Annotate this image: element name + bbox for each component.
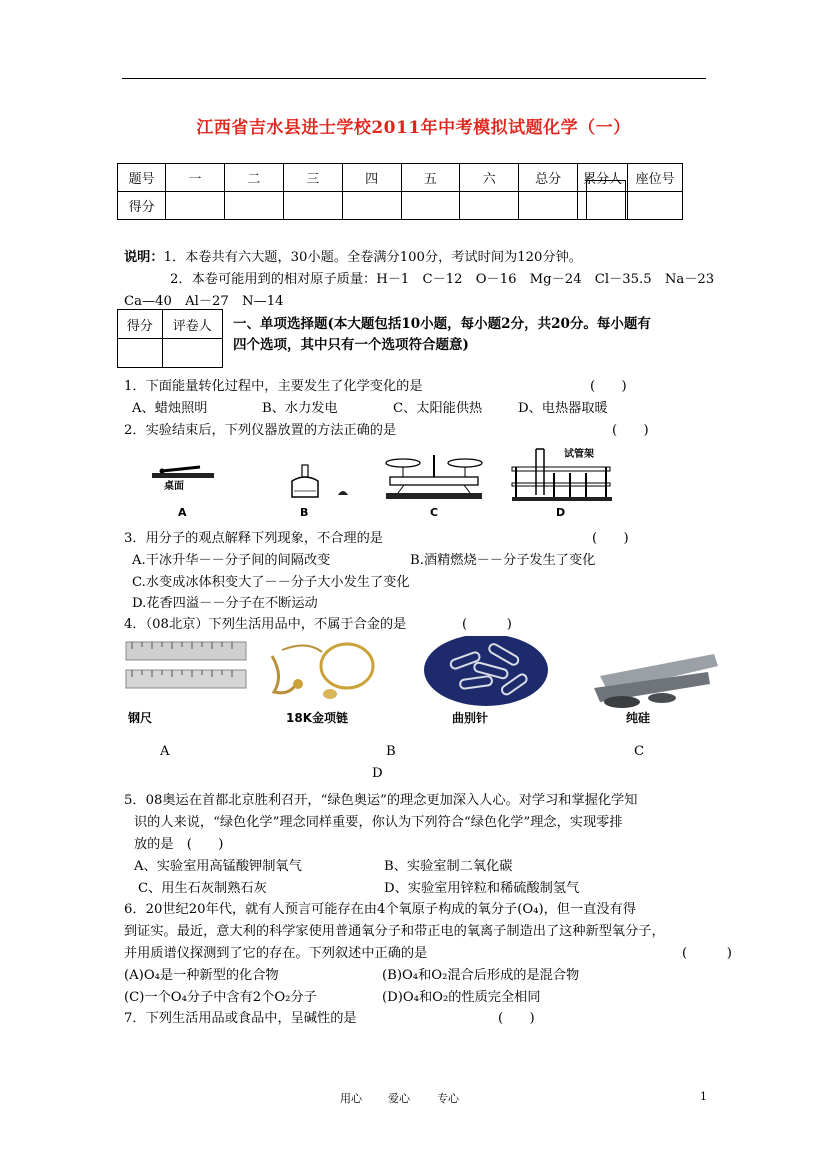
q2-answer-paren[interactable]: ( ) bbox=[612, 423, 649, 438]
score-header-cell: 总分 bbox=[519, 164, 578, 192]
q2-letter-c: C bbox=[430, 506, 439, 519]
q5-option-a: A、实验室用高锰酸钾制氧气 bbox=[134, 859, 302, 874]
q6-line-1: 6．20世纪20年代，就有人预言可能存在由4个氧原子构成的氧分子(O₄)，但一直没有得 bbox=[124, 902, 636, 917]
score-cell[interactable] bbox=[224, 192, 283, 220]
q2-figure-d-icon bbox=[512, 447, 612, 501]
q4-images bbox=[122, 636, 722, 736]
q3-answer-paren[interactable]: ( ) bbox=[592, 531, 629, 546]
score-cell[interactable] bbox=[283, 192, 342, 220]
q2-figure-a-icon bbox=[152, 467, 214, 492]
q3-option-c: C.水变成冰体积变大了－－分子大小发生了变化 bbox=[132, 575, 410, 590]
q1-answer-paren[interactable]: ( ) bbox=[590, 379, 627, 394]
q5-option-d: D、实验室用锌粒和稀硫酸制氢气 bbox=[384, 881, 580, 896]
q1-option-b: B、水力发电 bbox=[262, 401, 338, 416]
q1-option-d: D、电热器取暖 bbox=[518, 401, 608, 416]
q3-option-d: D.花香四溢－－分子在不断运动 bbox=[132, 596, 318, 611]
score-header-cell: 三 bbox=[283, 164, 342, 192]
grader-score-cell[interactable] bbox=[118, 339, 163, 368]
q2-figure-b-icon bbox=[292, 465, 348, 497]
q1-stem: 1．下面能量转化过程中，主要发生了化学变化的是 bbox=[124, 379, 423, 394]
grader-name-label: 评卷人 bbox=[162, 310, 222, 339]
q6-line-2: 到证实。最近，意大利的科学家使用普通氧分子和带正电的氧离子制造出了这种新型氧分子， bbox=[124, 924, 665, 939]
q4-label-clips: 曲别针 bbox=[452, 711, 489, 725]
q4-answer-paren[interactable]: ( ) bbox=[462, 617, 512, 632]
q3-stem: 3．用分子的观点解释下列现象，不合理的是 bbox=[124, 531, 383, 546]
q4-letter-d: D bbox=[372, 766, 383, 781]
q4-label-necklace: 18K金项链 bbox=[286, 711, 348, 725]
q4-letter-b: B bbox=[386, 744, 396, 759]
score-header-cell: 一 bbox=[166, 164, 225, 192]
q5-line-3: 放的是 ( ) bbox=[134, 837, 224, 852]
q4-letter-a: A bbox=[160, 744, 170, 759]
q2-letter-d: D bbox=[556, 506, 566, 519]
q5-option-b: B、实验室制二氧化碳 bbox=[384, 859, 513, 874]
q2-letter-b: B bbox=[300, 506, 309, 519]
score-header-cell: 六 bbox=[460, 164, 519, 192]
grader-table bbox=[117, 309, 223, 368]
header-rule bbox=[122, 78, 706, 79]
score-header-cell: 题号 bbox=[118, 164, 166, 192]
q5-line-1: 5．08奥运在首都北京胜利召开，“绿色奥运”的理念更加深入人心。对学习和掌握化学知 bbox=[124, 793, 638, 808]
q2-apparatus-figure bbox=[140, 443, 640, 519]
q4-stem: 4．（08北京）下列生活用品中，不属于合金的是 bbox=[124, 617, 407, 632]
q6-line-3: 并用质谱仪探测到了它的存在。下列叙述中正确的是 bbox=[124, 946, 428, 961]
footer-item-1: 用心 bbox=[340, 1092, 362, 1105]
q5-line-2: 识的人来说，“绿色化学”理念同样重要，你认为下列符合“绿色化学”理念，实现零排 bbox=[134, 815, 623, 830]
notes-text-1: 1．本卷共有六大题，30小题。全卷满分100分，考试时间为120分钟。 bbox=[163, 250, 582, 265]
q2-stem: 2．实验结束后，下列仪器放置的方法正确的是 bbox=[124, 423, 397, 438]
score-header-cell: 座位号 bbox=[628, 164, 683, 192]
score-cell[interactable] bbox=[460, 192, 519, 220]
q6-option-c: (C)一个O₄分子中含有2个O₂分子 bbox=[124, 990, 317, 1005]
q2-figure-c-icon bbox=[386, 455, 482, 499]
q2-figure-label-table: 桌面 bbox=[164, 481, 184, 492]
q6-option-b: (B)O₄和O₂混合后形成的是混合物 bbox=[382, 968, 580, 983]
pure-silicon-image bbox=[594, 654, 718, 708]
q6-answer-paren[interactable]: ( ) bbox=[682, 946, 732, 961]
q7-stem: 7．下列生活用品或食品中，呈碱性的是 bbox=[124, 1011, 357, 1026]
q3-option-b: B.酒精燃烧－－分子发生了变化 bbox=[410, 553, 596, 568]
seat-number-box bbox=[586, 180, 626, 220]
q6-option-a: (A)O₄是一种新型的化合物 bbox=[124, 968, 279, 983]
score-header-cell: 二 bbox=[224, 164, 283, 192]
score-header-cell: 累分人 bbox=[578, 164, 628, 192]
score-header-cell: 四 bbox=[342, 164, 401, 192]
steel-ruler-image bbox=[126, 642, 246, 688]
q6-option-d: (D)O₄和O₂的性质完全相同 bbox=[382, 990, 541, 1005]
score-cell[interactable] bbox=[342, 192, 401, 220]
q3-option-a: A.干冰升华－－分子间的间隔改变 bbox=[132, 553, 331, 568]
q2-letter-a: A bbox=[178, 506, 187, 519]
page-title: 江西省吉水县进士学校2011年中考模拟试题化学（一） bbox=[196, 118, 631, 138]
grader-score-label: 得分 bbox=[118, 310, 163, 339]
score-header-cell: 五 bbox=[401, 164, 460, 192]
score-cell[interactable] bbox=[166, 192, 225, 220]
paper-clips-image bbox=[424, 636, 548, 706]
q1-option-c: C、太阳能供热 bbox=[393, 401, 483, 416]
section-heading-1: 一、单项选择题(本大题包括10小题，每小题2分，共20分。每小题有 bbox=[233, 316, 651, 332]
q4-letter-c: C bbox=[634, 744, 645, 759]
section-heading-2: 四个选项，其中只有一个选项符合题意) bbox=[233, 337, 469, 353]
footer-item-2: 爱心 bbox=[388, 1092, 410, 1105]
q5-option-c: C、用生石灰制熟石灰 bbox=[138, 881, 267, 896]
notes-line-1 bbox=[124, 246, 582, 265]
score-cell[interactable] bbox=[519, 192, 578, 220]
q1-option-a: A、蜡烛照明 bbox=[132, 401, 208, 416]
score-cell[interactable] bbox=[628, 192, 683, 220]
q4-label-ruler: 钢尺 bbox=[128, 711, 153, 725]
score-row-label: 得分 bbox=[118, 192, 166, 220]
q4-label-silicon: 纯硅 bbox=[626, 711, 651, 725]
page-number: 1 bbox=[700, 1090, 707, 1103]
q7-answer-paren[interactable]: ( ) bbox=[498, 1011, 535, 1026]
notes-line-2: 2．本卷可能用到的相对原子质量：H－1 C－12 O－16 Mg－24 Cl－35.5 Na－23 bbox=[170, 272, 715, 287]
footer-item-3: 专心 bbox=[437, 1092, 459, 1105]
grader-name-cell[interactable] bbox=[162, 339, 222, 368]
gold-necklace-image bbox=[272, 644, 373, 699]
score-cell[interactable] bbox=[401, 192, 460, 220]
notes-label: 说明： bbox=[124, 250, 164, 265]
notes-line-3: Ca—40 Al－27 N—14 bbox=[124, 294, 284, 309]
q2-figure-label-rack: 试管架 bbox=[564, 449, 594, 460]
